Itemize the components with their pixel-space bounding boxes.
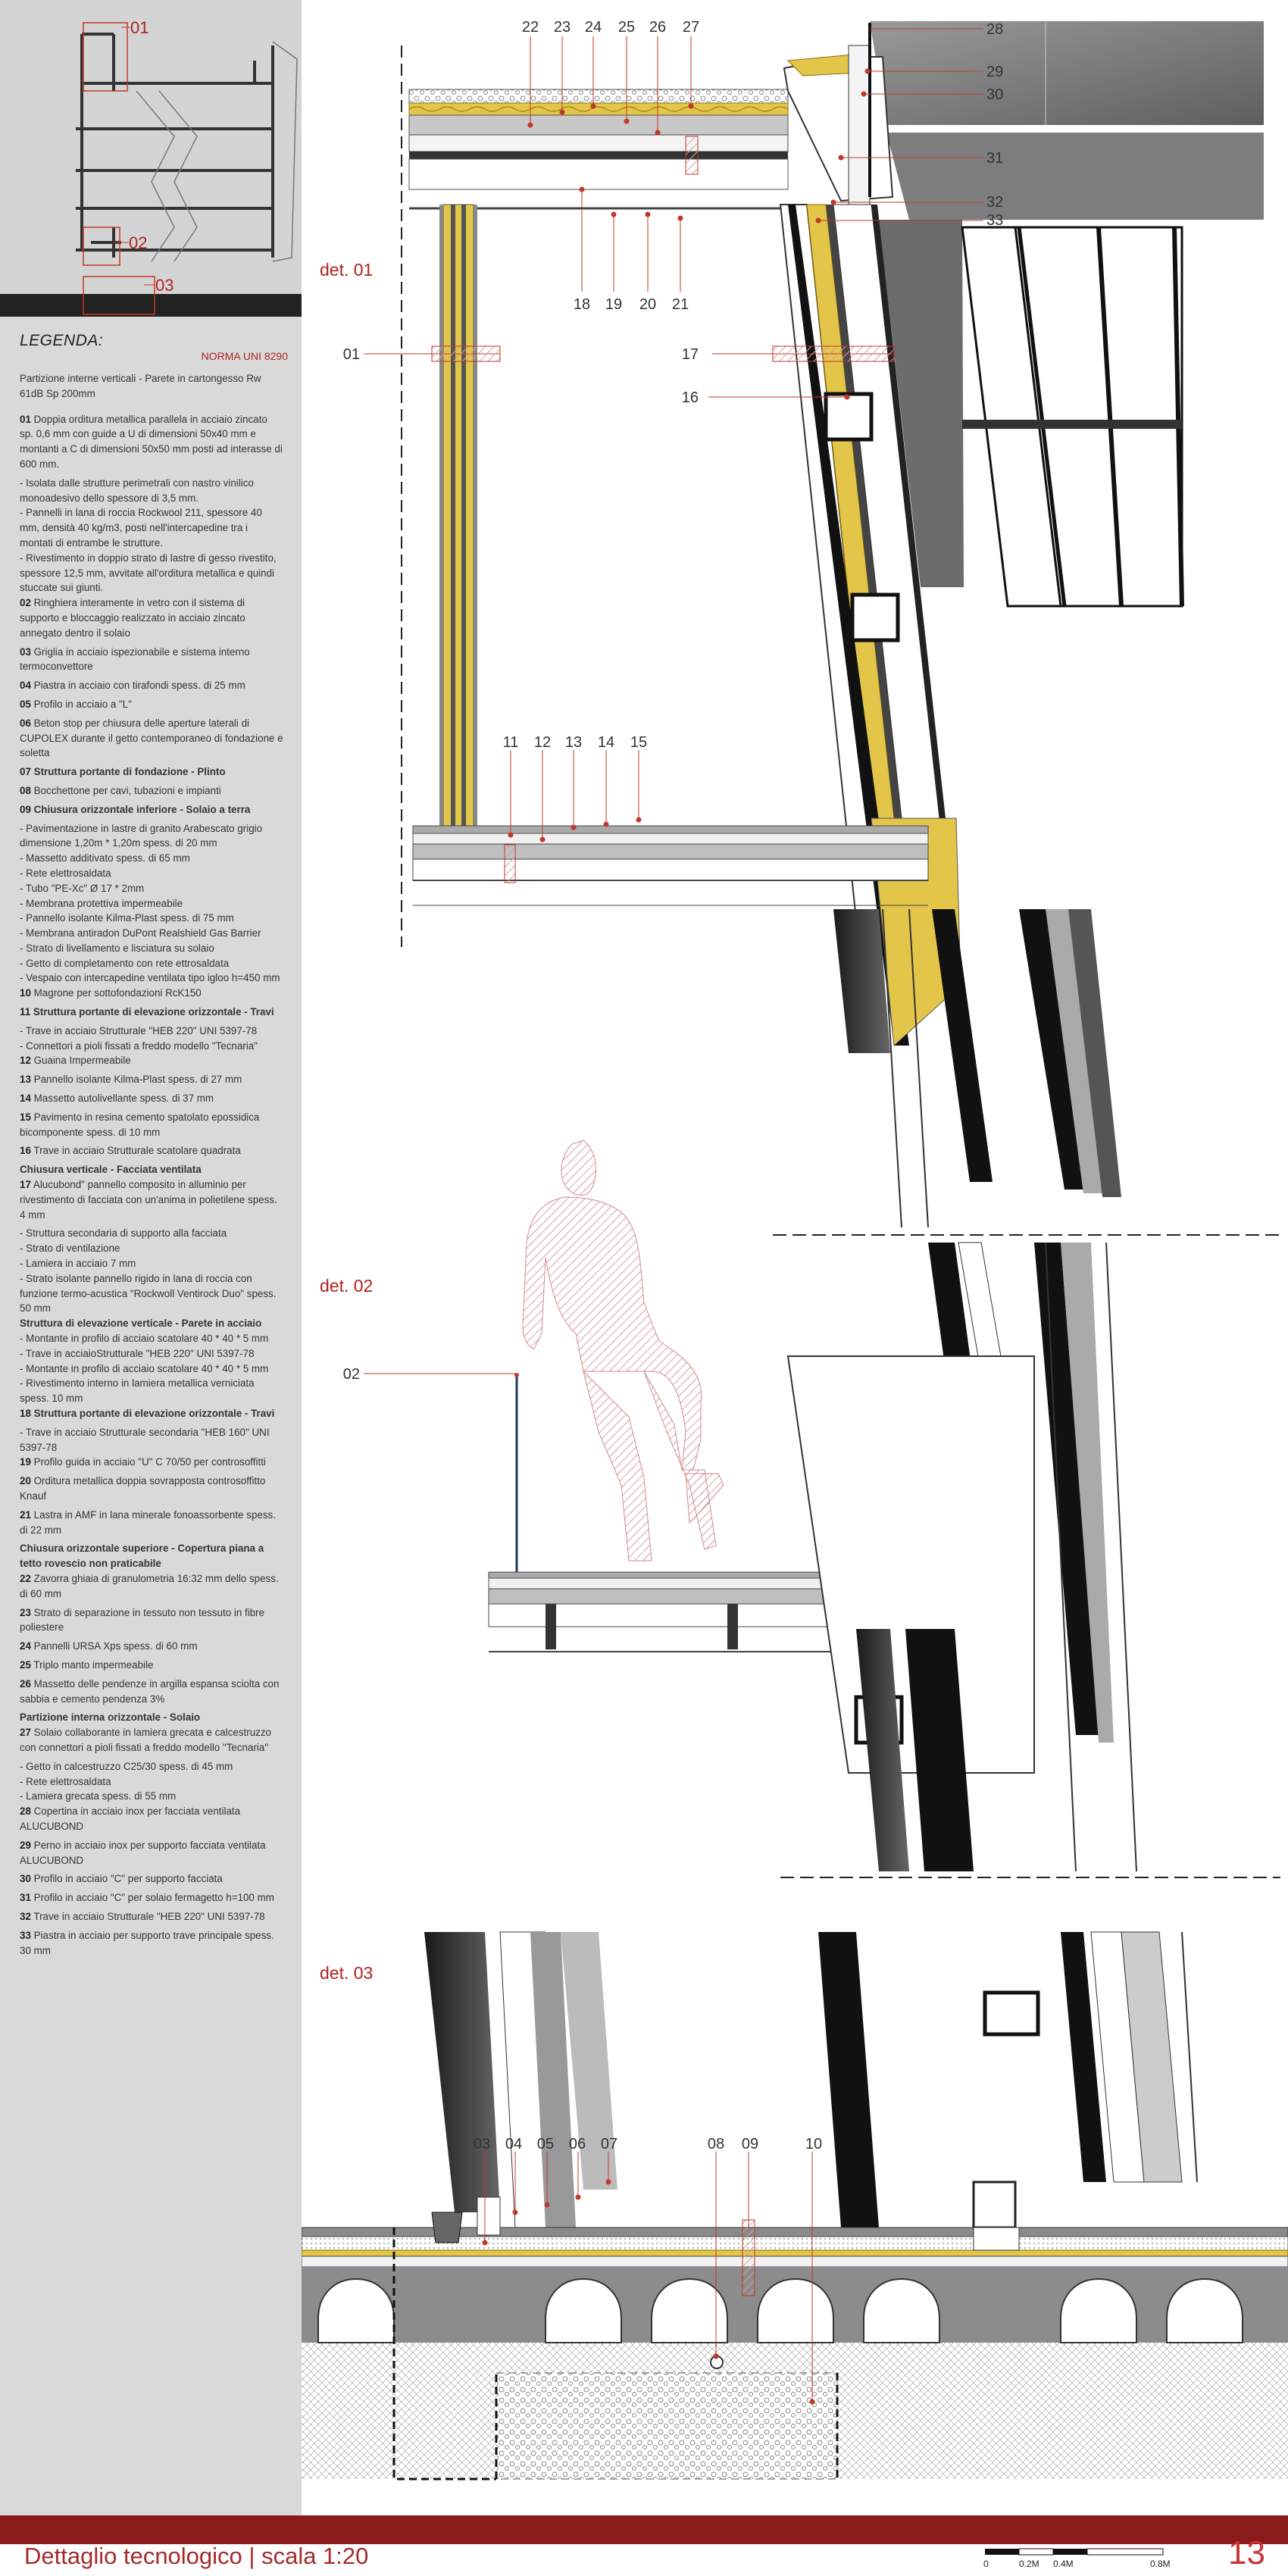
- callout-01: 01: [342, 346, 360, 363]
- legend-item: [20, 1271, 283, 1316]
- legend-item-text: Lastra in AMF in lana minerale fonoassorbente spess. di 22 mm: [20, 1508, 276, 1536]
- graphic-scale-bar: [977, 2546, 1205, 2576]
- legend-item-text: - Rivestimento interno in lamiera metallica verniciata spess. 10 mm: [20, 1377, 255, 1405]
- legend-sidebar: [0, 0, 302, 2518]
- legend-item: [20, 851, 283, 866]
- legend-section-heading: [20, 1162, 283, 1177]
- legend-item: [20, 956, 283, 971]
- callout-22: 22: [521, 19, 539, 36]
- legend-item: [20, 1143, 283, 1158]
- legend-item: [20, 1838, 283, 1868]
- legend-item-number: 01: [20, 413, 31, 425]
- legend-item-text: Orditura metallica doppia sovrapposta controsoffitto Knauf: [20, 1475, 266, 1502]
- legend-item-text: - Montante in profilo di acciaio scatolare 40 * 40 * 5 mm: [20, 1362, 269, 1374]
- legend-item: [20, 1639, 283, 1654]
- legend-title: LEGENDA:: [20, 332, 104, 349]
- legend-item-text: - Getto di completamento con rete ettrosaldata: [20, 957, 230, 969]
- legend-item: [20, 1039, 283, 1054]
- callout-23: 23: [553, 19, 571, 36]
- legend-item-text: Pannelli URSA Xps spess. di 60 mm: [33, 1640, 198, 1652]
- callout-20: 20: [639, 296, 657, 313]
- legend-item-number: 07: [20, 766, 31, 778]
- legend-item-number: 32: [20, 1910, 31, 1922]
- legend-item: [20, 1091, 283, 1106]
- legend-item-text: Copertina in acciaio inox per facciata ventilata ALUCUBOND: [20, 1805, 241, 1832]
- callout-28: 28: [986, 21, 1004, 38]
- legend-item: [20, 764, 283, 780]
- callout-24: 24: [584, 19, 602, 36]
- legend-item-text: - Trave in acciaio Strutturale "HEB 220" UNI 5397-78: [20, 1024, 258, 1036]
- keyplan-label-03: 03: [155, 276, 174, 295]
- legend-section-heading: [20, 1710, 283, 1725]
- legend-item-text: - Struttura secondaria di supporto alla facciata: [20, 1227, 227, 1240]
- legend-item: [20, 926, 283, 941]
- legend-item-text: Pavimento in resina cemento spatolato epossidica bicomponente spess. di 10 mm: [20, 1111, 260, 1138]
- legend-body: [20, 371, 283, 1962]
- legend-item-number: 31: [20, 1892, 31, 1904]
- legend-item-number: 05: [20, 698, 31, 710]
- legend-item-text: Perno in acciaio inox per supporto facciata ventilata ALUCUBOND: [20, 1839, 266, 1866]
- legend-item-text: Bocchettone per cavi, tubazioni e impianti: [33, 784, 221, 796]
- legend-item-number: 27: [20, 1727, 31, 1739]
- legend-item: [20, 1241, 283, 1256]
- legend-item-text: Struttura di elevazione verticale - Parete in acciaio: [20, 1318, 262, 1330]
- legend-item: [20, 1406, 283, 1421]
- scale-label-0: 0: [983, 2559, 989, 2569]
- footer-title: Dettaglio tecnologico | scala 1:20: [24, 2543, 369, 2569]
- legend-item: [20, 1508, 283, 1538]
- legend-item: [20, 505, 283, 550]
- legend-item-text: Triplo manto impermeabile: [33, 1658, 154, 1671]
- legend-item-text: - Trave in acciaioStrutturale "HEB 220" UNI 5397-78: [20, 1347, 255, 1359]
- callout-27: 27: [682, 19, 700, 36]
- legend-item: [20, 802, 283, 818]
- legend-item-number: 21: [20, 1508, 31, 1521]
- detail-label-03: det. 03: [320, 1963, 374, 1983]
- callout-10: 10: [805, 2136, 823, 2152]
- callout-03: 03: [473, 2136, 491, 2152]
- legend-item: [20, 697, 283, 712]
- callout-12: 12: [533, 734, 552, 751]
- legend-item: [20, 1725, 283, 1755]
- legend-item: [20, 1361, 283, 1377]
- legend-item: [20, 1110, 283, 1140]
- legend-item: [20, 1474, 283, 1504]
- legend-item: [20, 596, 283, 640]
- callout-18: 18: [573, 296, 591, 313]
- callout-02: 02: [342, 1366, 360, 1383]
- detail-label-01: det. 01: [320, 260, 374, 280]
- callout-25: 25: [617, 19, 636, 36]
- norma-label: NORMA UNI 8290: [201, 350, 288, 362]
- legend-item-number: 23: [20, 1606, 31, 1618]
- legend-item: [20, 1376, 283, 1406]
- legend-item-text: Profilo in acciaio a "L": [33, 698, 132, 710]
- legend-item-text: Struttura portante di elevazione orizzontale - Travi: [33, 1408, 275, 1419]
- legend-item-number: 06: [20, 717, 31, 729]
- scale-label-02: 0.2M: [1019, 2559, 1039, 2569]
- legend-item: [20, 1909, 283, 1924]
- legend-item: [20, 1789, 283, 1804]
- legend-item: [20, 866, 283, 881]
- callout-05: 05: [536, 2136, 555, 2152]
- legend-item: [20, 1871, 283, 1887]
- legend-item-number: 03: [20, 646, 31, 658]
- legend-item: [20, 716, 283, 761]
- legend-item-text: Guaina Impermeabile: [33, 1055, 131, 1067]
- legend-item: [20, 1177, 283, 1222]
- callout-26: 26: [649, 19, 667, 36]
- legend-item-number: 26: [20, 1677, 31, 1690]
- legend-item-text: - Vespaio con intercapedine ventilata tipo igloo h=450 mm: [20, 972, 280, 984]
- scale-label-04: 0.4M: [1053, 2559, 1074, 2569]
- legend-item-text: Profilo in acciaio "C" per supporto facciata: [33, 1873, 223, 1885]
- legend-item: [20, 645, 283, 675]
- human-figure-scale: [523, 1140, 724, 1561]
- legend-item: [20, 971, 283, 986]
- legend-item-text: Chiusura orizzontale inferiore - Solaio a terra: [33, 803, 251, 815]
- legend-item-text: - Montante in profilo di acciaio scatolare 40 * 40 * 5 mm: [20, 1333, 269, 1345]
- legend-item-text: - Rete elettrosaldata: [20, 1775, 111, 1787]
- legend-item-text: - Isolata dalle strutture perimetrali con nastro vinilico monoadesivo dello spessore di 3,5 mm.: [20, 477, 254, 504]
- callout-11: 11: [502, 734, 519, 751]
- legend-item-text: - Rivestimento in doppio strato di lastre di gesso rivestito, spessore 12,5 mm, avvitate all'orditura metallica e quindi stuccate sui giunti.: [20, 552, 277, 594]
- legend-item: [20, 1759, 283, 1774]
- legend-item-text: Profilo in acciaio "C" per solaio fermagetto h=100 mm: [33, 1892, 274, 1904]
- legend-item: [20, 1890, 283, 1905]
- callout-31: 31: [986, 150, 1004, 167]
- legend-item-text: - Pannello isolante Kilma-Plast spess. di 75 mm: [20, 912, 234, 924]
- legend-item-number: 30: [20, 1873, 31, 1885]
- callout-08: 08: [707, 2136, 725, 2152]
- legend-item: [20, 986, 283, 1001]
- legend-item: [20, 1331, 283, 1346]
- legend-item-number: 14: [20, 1093, 31, 1105]
- callout-09: 09: [741, 2136, 759, 2152]
- legend-item-text: Trave in acciaio Strutturale "HEB 220" UNI 5397-78: [33, 1910, 265, 1922]
- legend-item: [20, 821, 283, 852]
- legend-item-text: - Getto in calcestruzzo C25/30 spess. di 45 mm: [20, 1760, 233, 1772]
- legend-item-text: - Lamiera in acciaio 7 mm: [20, 1258, 136, 1270]
- legend-section-heading: [20, 1316, 283, 1331]
- keyplan-label-02: 02: [129, 233, 148, 252]
- page-number: 13: [1228, 2534, 1265, 2571]
- key-plan-section: [0, 0, 302, 317]
- legend-item-number: 16: [20, 1145, 31, 1157]
- facade-02: [788, 1243, 1136, 1871]
- callout-13: 13: [564, 734, 583, 751]
- legend-item-text: - Pannelli in lana di roccia Rockwool 211, spessore 40 mm, densità 40 kg/m3, posti nell'intercapedine tra i montati di entrambe le strutture.: [20, 507, 262, 549]
- callout-32: 32: [986, 194, 1004, 211]
- legend-item: [20, 1658, 283, 1673]
- legend-item-number: 33: [20, 1929, 31, 1941]
- legend-item: [20, 476, 283, 506]
- legend-item-text: Massetto autolivellante spess. di 37 mm: [33, 1093, 214, 1105]
- legend-item: [20, 1024, 283, 1039]
- legend-item-text: - Membrana protettiva impermeabile: [20, 897, 183, 909]
- legend-item-text: Strato di separazione in tessuto non tessuto in fibre poliestere: [20, 1606, 265, 1633]
- legend-item-text: - Rete elettrosaldata: [20, 867, 111, 879]
- legend-item-text: - Strato di ventilazione: [20, 1243, 120, 1255]
- legend-item-number: 09: [20, 803, 31, 815]
- legend-item-text: Piastra in acciaio per supporto trave principale spess. 30 mm: [20, 1929, 274, 1956]
- scale-label-08: 0.8M: [1150, 2559, 1171, 2569]
- legend-item-number: 04: [20, 680, 31, 692]
- legend-item: [20, 678, 283, 693]
- callout-30: 30: [986, 86, 1004, 103]
- facade-03: [424, 1932, 1197, 2227]
- legend-item: [20, 1005, 283, 1020]
- legend-item-text: - Connettori a pioli fissati a freddo modello "Tecnaria": [20, 1039, 258, 1052]
- legend-item: [20, 1425, 283, 1455]
- legend-item-text: - Strato isolante pannello rigido in lana di roccia con funzione termo-acustica "Rockwoll Ventirock Duo" spess. 50 mm: [20, 1272, 277, 1315]
- legend-item-text: Partizione interna orizzontale - Solaio: [20, 1712, 201, 1724]
- legend-item-number: 11: [20, 1006, 31, 1018]
- legend-item: [20, 1677, 283, 1707]
- legend-item: [20, 881, 283, 896]
- legend-item-text: - Massetto additivato spess. di 65 mm: [20, 852, 190, 864]
- legend-item-number: 29: [20, 1839, 31, 1851]
- callout-21: 21: [671, 296, 689, 313]
- legend-section-heading: [20, 1541, 283, 1571]
- callout-33: 33: [986, 212, 1004, 229]
- legend-item-text: - Pavimentazione in lastre di granito Arabescato grigio dimensione 1,20m * 1,20m spess. di 20 mm: [20, 822, 263, 849]
- legend-item-number: 12: [20, 1055, 31, 1067]
- legend-item-text: Trave in acciaio Strutturale scatolare quadrata: [33, 1145, 241, 1157]
- legend-item-text: Solaio collaborante in lamiera grecata e calcestruzzo con connettori a pioli fissati a freddo modello "Tecnaria": [20, 1727, 271, 1753]
- legend-item: [20, 1346, 283, 1361]
- interior-partition: [439, 205, 477, 833]
- legend-item: [20, 941, 283, 956]
- legend-item: [20, 1072, 283, 1087]
- legend-item: [20, 1226, 283, 1241]
- legend-item: [20, 1256, 283, 1271]
- legend-item-number: 19: [20, 1456, 31, 1468]
- legend-item: [20, 911, 283, 926]
- legend-item-number: 20: [20, 1475, 31, 1487]
- footer-band: [0, 2515, 1288, 2544]
- legend-item-text: Massetto delle pendenze in argilla espansa sciolta con sabbia e cemento pendenza 3%: [20, 1677, 280, 1705]
- legend-item: [20, 551, 283, 596]
- legend-item-text: Piastra in acciaio con tirafondi spess. di 25 mm: [33, 680, 245, 692]
- legend-item: [20, 1928, 283, 1959]
- legend-item-number: 15: [20, 1111, 31, 1123]
- legend-item-text: Pannello isolante Kilma-Plast spess. di 27 mm: [33, 1074, 242, 1086]
- legend-item: [20, 1774, 283, 1790]
- legend-item-number: 02: [20, 597, 31, 609]
- legend-item: [20, 1053, 283, 1068]
- legend-items: [20, 412, 283, 1959]
- keyplan-label-01: 01: [130, 18, 149, 37]
- legend-item: [20, 783, 283, 799]
- callout-17: 17: [681, 346, 699, 363]
- legend-item: [20, 1571, 283, 1602]
- legend-item-text: - Trave in acciaio Strutturale secondaria "HEB 160" UNI 5397-78: [20, 1426, 270, 1453]
- legend-item: [20, 896, 283, 911]
- callout-29: 29: [986, 64, 1004, 80]
- legend-item-text: Profilo guida in acciaio "U" C 70/50 per controsoffitti: [33, 1456, 266, 1468]
- callout-04: 04: [505, 2136, 523, 2152]
- legend-intro: Partizione interne verticali - Parete in cartongesso Rw 61dB Sp 200mm: [20, 373, 261, 399]
- legend-item-number: 25: [20, 1658, 31, 1671]
- detail-label-02: det. 02: [320, 1276, 374, 1296]
- legend-item-text: - Membrana antiradon DuPont Realshield Gas Barrier: [20, 927, 261, 939]
- legend-item-text: - Strato di livellamento e lisciatura su solaio: [20, 942, 214, 954]
- legend-item-text: Alucubond" pannello composito in alluminio per rivestimento di facciata con un'anima in polietilene spess. 4 mm: [20, 1179, 277, 1221]
- legend-item-text: Chiusura orizzontale superiore - Copertura piana a tetto rovescio non praticabile: [20, 1543, 264, 1570]
- legend-item-text: Struttura portante di fondazione - Plinto: [33, 766, 226, 778]
- legend-item-text: Beton stop per chiusura delle aperture laterali di CUPOLEX durante il getto contemporaneo di fondazione e soletta: [20, 717, 283, 759]
- facade-lower-01: [833, 909, 1121, 1227]
- ground-floor-section: [302, 2197, 1288, 2479]
- legend-item-number: 22: [20, 1572, 31, 1584]
- legend-item-text: - Lamiera grecata spess. di 55 mm: [20, 1790, 177, 1802]
- legend-item-number: 10: [20, 987, 31, 999]
- technical-drawing: [302, 0, 1288, 2518]
- legend-item-text: Ringhiera interamente in vetro con il sistema di supporto e bloccaggio realizzato in acciaio zincato annegato dentro il solaio: [20, 597, 245, 639]
- curtain-wall-windows: [962, 227, 1182, 606]
- legend-item-number: 18: [20, 1408, 31, 1419]
- legend-item: [20, 1804, 283, 1834]
- legend-item-number: 13: [20, 1074, 31, 1086]
- callout-16: 16: [681, 389, 699, 406]
- legend-item-text: - Tubo "PE-Xc" Ø 17 * 2mm: [20, 882, 145, 894]
- legend-item-text: Chiusura verticale - Facciata ventilata: [20, 1164, 202, 1176]
- legend-item-text: Doppia orditura metallica parallela in acciaio zincato sp. 0,6 mm con guide a U di dimensioni 50x40 mm e montanti a C di dimensioni 50x50 mm posti ad interasse di 600 mm.: [20, 413, 283, 470]
- callout-15: 15: [630, 734, 648, 751]
- floor-slab-01: [413, 826, 928, 905]
- legend-item-number: 17: [20, 1179, 31, 1191]
- legend-item-number: 08: [20, 784, 31, 796]
- callout-19: 19: [605, 296, 623, 313]
- legend-item: [20, 1605, 283, 1636]
- legend-item-text: Magrone per sottofondazioni RcK150: [33, 987, 202, 999]
- legend-item: [20, 412, 283, 472]
- callout-14: 14: [597, 734, 615, 751]
- legend-item-text: Struttura portante di elevazione orizzontale - Travi: [33, 1006, 274, 1018]
- legend-item: [20, 1455, 283, 1470]
- roof-package: [409, 89, 841, 208]
- callout-06: 06: [568, 2136, 586, 2152]
- legend-item-text: Zavorra ghiaia di granulometria 16:32 mm dello spess. di 60 mm: [20, 1572, 279, 1599]
- legend-item-number: 28: [20, 1805, 31, 1818]
- callout-07: 07: [600, 2136, 618, 2152]
- legend-item-number: 24: [20, 1640, 31, 1652]
- legend-item-text: Griglia in acciaio ispezionabile e sistema interno termoconvettore: [20, 646, 250, 673]
